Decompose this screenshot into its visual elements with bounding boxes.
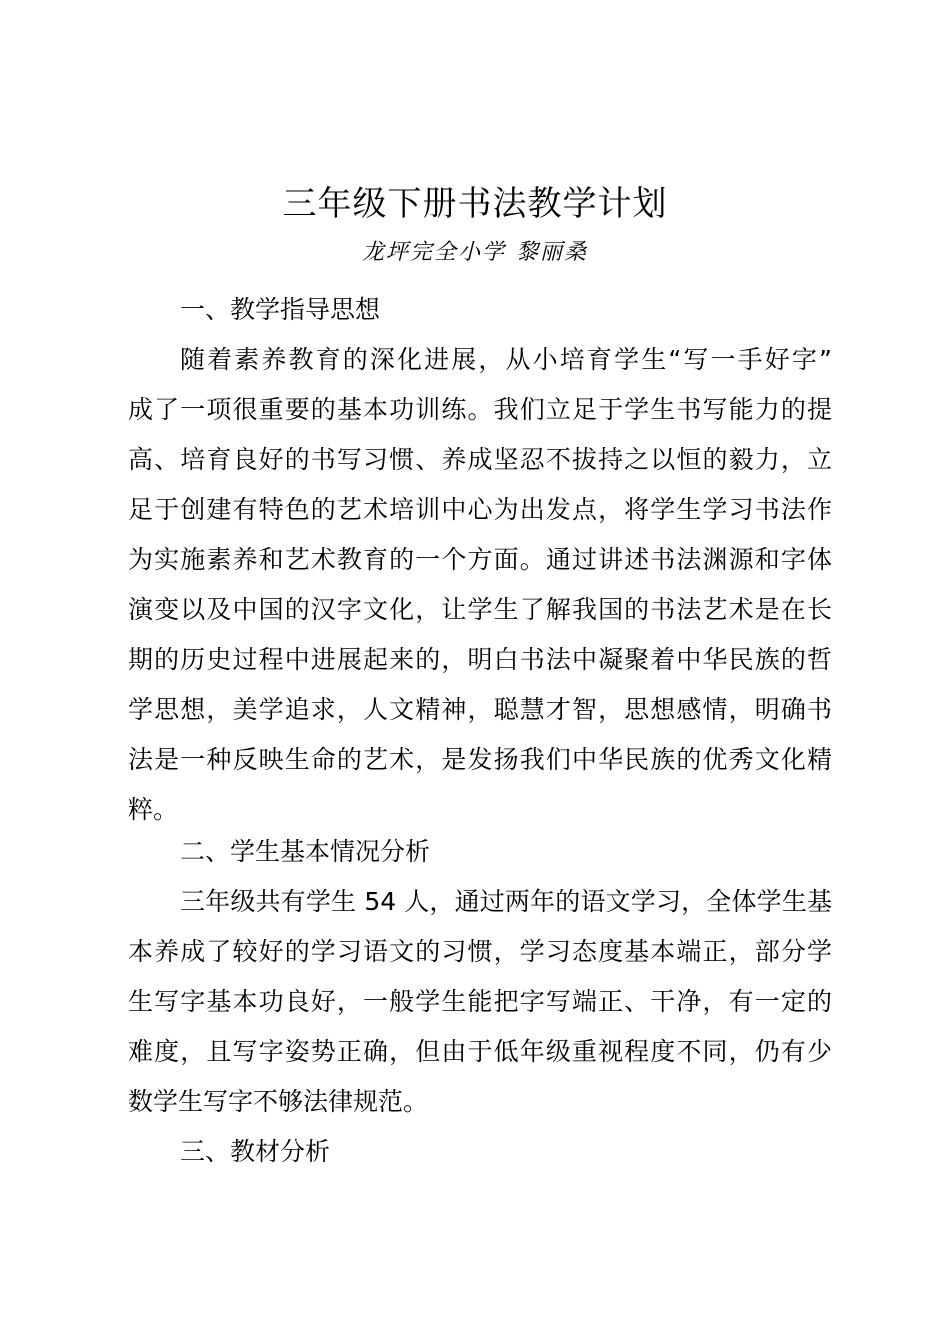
paragraph-line: 学思想，美学追求，人文精神，聪慧才智，思想感情，明确书 [128,695,832,724]
paragraph-line: 难度，且写字姿势正确，但由于低年级重视程度不同，仍有少 [128,1037,832,1066]
paragraph-line: 法是一种反映生命的艺术，是发扬我们中华民族的优秀文化精 [128,745,832,774]
paragraph-line: 足于创建有特色的艺术培训中心为出发点，将学生学习书法作 [128,495,832,524]
author-school: 龙坪完全小学 [361,240,506,265]
paragraph-line: 为实施素养和艺术教育的一个方面。通过讲述书法渊源和字体 [128,545,832,574]
section-paragraph-guiding-thought [128,335,832,835]
section-heading-student-analysis: 二、学生基本情况分析 [180,837,431,866]
paragraph-line: 高、培育良好的书写习惯、养成坚忍不拔持之以恒的毅力，立 [128,445,832,474]
paragraph-line: 三年级共有学生 54 人，通过两年的语文学习，全体学生基 [180,887,832,916]
section-heading-guiding-thought: 一、教学指导思想 [180,295,381,324]
paragraph-line: 粹。 [128,795,179,824]
section-paragraph-student-analysis [128,877,832,1127]
paragraph-line: 生写字基本功良好，一般学生能把字写端正、干净，有一定的 [128,987,832,1016]
document-author [0,236,950,270]
paragraph-line: 随着素养教育的深化进展，从小培育学生“写一手好字” [180,345,832,374]
paragraph-line: 数学生写字不够法律规范。 [128,1087,429,1116]
paragraph-line: 期的历史过程中进展起来的，明白书法中凝聚着中华民族的哲 [128,645,832,674]
section-heading-textbook-analysis: 三、教材分析 [180,1137,331,1166]
document-title: 三年级下册书法教学计划 [282,184,668,224]
paragraph-line: 成了一项很重要的基本功训练。我们立足于学生书写能力的提 [128,395,832,424]
author-name: 黎丽桑 [516,240,589,265]
paragraph-line: 演变以及中国的汉字文化，让学生了解我国的书法艺术是在长 [128,595,832,624]
paragraph-line: 本养成了较好的学习语文的习惯，学习态度基本端正，部分学 [128,937,832,966]
